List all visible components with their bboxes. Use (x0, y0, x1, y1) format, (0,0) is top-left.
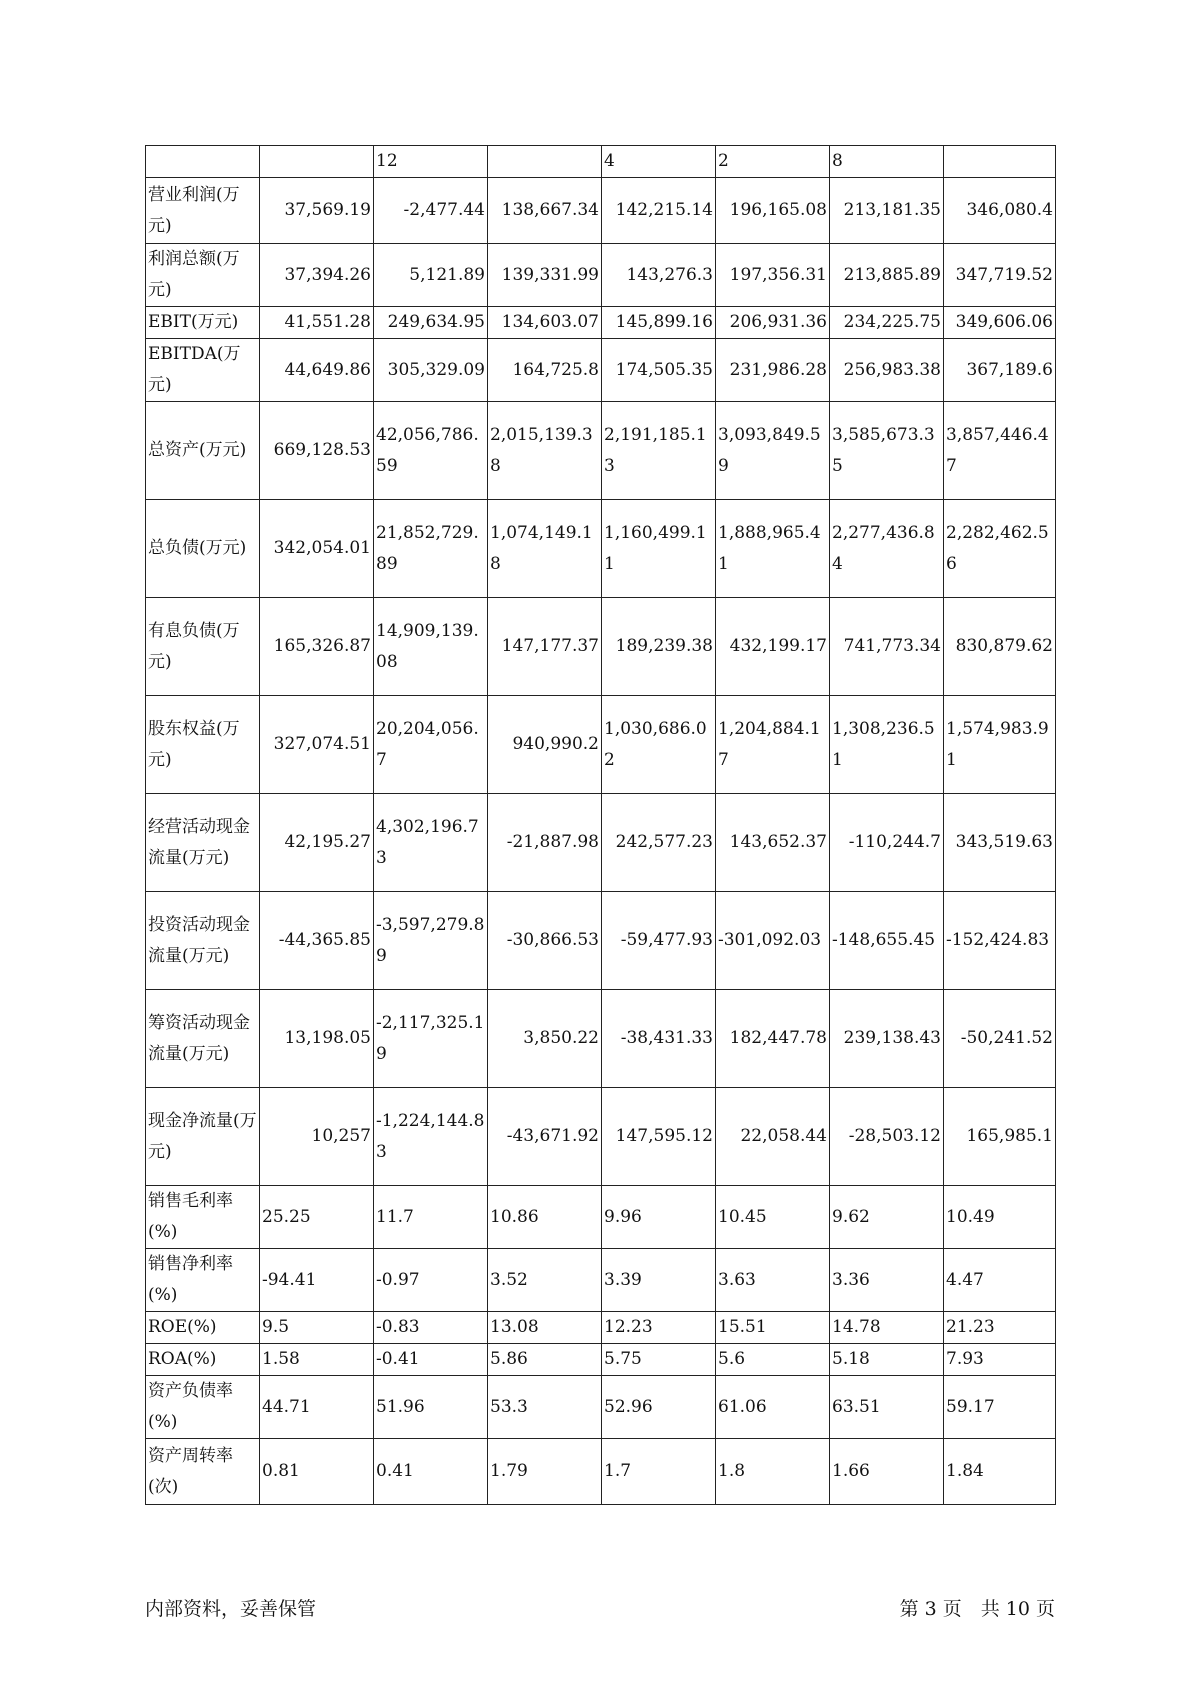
table-cell: 346,080.4 (944, 178, 1056, 244)
table-cell: 61.06 (716, 1376, 830, 1439)
table-cell: 5,121.89 (374, 244, 488, 307)
table-cell: -59,477.93 (602, 892, 716, 990)
table-cell: -50,241.52 (944, 990, 1056, 1088)
table-row (146, 1088, 1056, 1186)
table-cell: 10.49 (944, 1186, 1056, 1249)
table-cell: 21.23 (944, 1312, 1056, 1344)
table-row (146, 178, 1056, 244)
table-cell: 21,852,729.89 (374, 500, 488, 598)
table-cell: 327,074.51 (260, 696, 374, 794)
table-cell: 11.7 (374, 1186, 488, 1249)
row-label: 总资产(万元) (146, 402, 260, 500)
table-cell: 2,282,462.56 (944, 500, 1056, 598)
table-row (146, 339, 1056, 402)
table-cell: 1,574,983.91 (944, 696, 1056, 794)
row-label: 销售净利率(%) (146, 1249, 260, 1312)
table-cell: 3,585,673.35 (830, 402, 944, 500)
table-cell: 10.86 (488, 1186, 602, 1249)
row-label: 利润总额(万元) (146, 244, 260, 307)
table-row (146, 598, 1056, 696)
table-cell: 3.52 (488, 1249, 602, 1312)
table-cell: 349,606.06 (944, 307, 1056, 339)
table-cell: 343,519.63 (944, 794, 1056, 892)
table-cell: 22,058.44 (716, 1088, 830, 1186)
table-cell: 9.5 (260, 1312, 374, 1344)
table-cell: 145,899.16 (602, 307, 716, 339)
table-cell: 197,356.31 (716, 244, 830, 307)
table-cell: 206,931.36 (716, 307, 830, 339)
table-cell: 5.6 (716, 1344, 830, 1376)
table-cell: 213,885.89 (830, 244, 944, 307)
table-cell: 20,204,056.7 (374, 696, 488, 794)
row-label (146, 146, 260, 178)
table-cell: 25.25 (260, 1186, 374, 1249)
table-cell: 143,276.3 (602, 244, 716, 307)
table-row (146, 307, 1056, 339)
table-cell: 4.47 (944, 1249, 1056, 1312)
table-cell: 239,138.43 (830, 990, 944, 1088)
table-cell: 3,850.22 (488, 990, 602, 1088)
table-cell: 8 (830, 146, 944, 178)
table-cell: 13.08 (488, 1312, 602, 1344)
table-cell: 669,128.53 (260, 402, 374, 500)
row-label: 投资活动现金流量(万元) (146, 892, 260, 990)
table-cell: 249,634.95 (374, 307, 488, 339)
footer-page-number: 第 3 页 共 10 页 (899, 1598, 1055, 1620)
table-cell: 14,909,139.08 (374, 598, 488, 696)
table-row (146, 990, 1056, 1088)
table-cell: 41,551.28 (260, 307, 374, 339)
row-label: ROA(%) (146, 1344, 260, 1376)
table-cell (260, 146, 374, 178)
table-cell: 1,888,965.41 (716, 500, 830, 598)
table-body (146, 146, 1056, 1505)
table-cell: 37,569.19 (260, 178, 374, 244)
table-cell: 3.63 (716, 1249, 830, 1312)
table-cell: 234,225.75 (830, 307, 944, 339)
table-cell (944, 146, 1056, 178)
table-cell: 7.93 (944, 1344, 1056, 1376)
table-cell: 147,177.37 (488, 598, 602, 696)
table-cell: 1,308,236.51 (830, 696, 944, 794)
table-cell: 189,239.38 (602, 598, 716, 696)
table-cell: -94.41 (260, 1249, 374, 1312)
row-label: ROE(%) (146, 1312, 260, 1344)
table-cell: -0.41 (374, 1344, 488, 1376)
row-label: 经营活动现金流量(万元) (146, 794, 260, 892)
table-cell: 2,191,185.13 (602, 402, 716, 500)
table-cell: 2 (716, 146, 830, 178)
table-cell: 1.84 (944, 1439, 1056, 1505)
table-cell: -21,887.98 (488, 794, 602, 892)
table-cell: 3.36 (830, 1249, 944, 1312)
footer-confidential-note: 内部资料，妥善保管 (145, 1598, 317, 1620)
table-cell: 3.39 (602, 1249, 716, 1312)
table-cell: 0.81 (260, 1439, 374, 1505)
table-cell: -0.97 (374, 1249, 488, 1312)
table-cell: -152,424.83 (944, 892, 1056, 990)
table-row (146, 500, 1056, 598)
table-cell: 143,652.37 (716, 794, 830, 892)
table-row (146, 1344, 1056, 1376)
table-cell: 9.96 (602, 1186, 716, 1249)
table-cell: 59.17 (944, 1376, 1056, 1439)
table-row (146, 402, 1056, 500)
table-cell: 10.45 (716, 1186, 830, 1249)
table-row (146, 1186, 1056, 1249)
table-cell: 1,204,884.17 (716, 696, 830, 794)
table-cell: 305,329.09 (374, 339, 488, 402)
table-row (146, 1376, 1056, 1439)
table-cell: 741,773.34 (830, 598, 944, 696)
row-label: EBITDA(万元) (146, 339, 260, 402)
table-cell: 1.66 (830, 1439, 944, 1505)
row-label: 资产负债率(%) (146, 1376, 260, 1439)
table-cell: 12 (374, 146, 488, 178)
table-row (146, 794, 1056, 892)
table-cell: 256,983.38 (830, 339, 944, 402)
table-cell: -148,655.45 (830, 892, 944, 990)
table-cell: 15.51 (716, 1312, 830, 1344)
row-label: 筹资活动现金流量(万元) (146, 990, 260, 1088)
table-row (146, 244, 1056, 307)
table-cell: 242,577.23 (602, 794, 716, 892)
row-label: 营业利润(万元) (146, 178, 260, 244)
table-cell: 63.51 (830, 1376, 944, 1439)
table-cell: 347,719.52 (944, 244, 1056, 307)
table-cell: 5.75 (602, 1344, 716, 1376)
row-label: 资产周转率(次) (146, 1439, 260, 1505)
table-cell: -0.83 (374, 1312, 488, 1344)
table-cell: 1,160,499.11 (602, 500, 716, 598)
table-cell: -2,477.44 (374, 178, 488, 244)
table-cell: -2,117,325.19 (374, 990, 488, 1088)
table-cell: 147,595.12 (602, 1088, 716, 1186)
table-cell: 37,394.26 (260, 244, 374, 307)
table-cell: -110,244.7 (830, 794, 944, 892)
table-cell: 165,326.87 (260, 598, 374, 696)
table-cell: -30,866.53 (488, 892, 602, 990)
table-row (146, 146, 1056, 178)
row-label: EBIT(万元) (146, 307, 260, 339)
table-cell: 9.62 (830, 1186, 944, 1249)
table-cell: -38,431.33 (602, 990, 716, 1088)
table-row (146, 892, 1056, 990)
table-cell: 367,189.6 (944, 339, 1056, 402)
table-cell: 13,198.05 (260, 990, 374, 1088)
table-cell (488, 146, 602, 178)
table-cell: 940,990.2 (488, 696, 602, 794)
table-cell: 342,054.01 (260, 500, 374, 598)
table-row (146, 696, 1056, 794)
table-cell: 164,725.8 (488, 339, 602, 402)
table-cell: -43,671.92 (488, 1088, 602, 1186)
table-cell: -3,597,279.89 (374, 892, 488, 990)
table-cell: 5.86 (488, 1344, 602, 1376)
table-cell: 52.96 (602, 1376, 716, 1439)
row-label: 有息负债(万元) (146, 598, 260, 696)
table-cell: 1.79 (488, 1439, 602, 1505)
table-cell: 1.7 (602, 1439, 716, 1505)
table-cell: 134,603.07 (488, 307, 602, 339)
table-cell: 44,649.86 (260, 339, 374, 402)
table-cell: 4,302,196.73 (374, 794, 488, 892)
table-cell: -44,365.85 (260, 892, 374, 990)
table-cell: 2,015,139.38 (488, 402, 602, 500)
table-row (146, 1439, 1056, 1505)
table-row (146, 1312, 1056, 1344)
table-cell: -1,224,144.83 (374, 1088, 488, 1186)
table-cell: 174,505.35 (602, 339, 716, 402)
table-cell: 14.78 (830, 1312, 944, 1344)
table-cell: 10,257 (260, 1088, 374, 1186)
table-cell: -301,092.03 (716, 892, 830, 990)
row-label: 现金净流量(万元) (146, 1088, 260, 1186)
table-cell: 142,215.14 (602, 178, 716, 244)
table-cell: 3,093,849.59 (716, 402, 830, 500)
table-cell: 139,331.99 (488, 244, 602, 307)
table-cell: 182,447.78 (716, 990, 830, 1088)
table-cell: 53.3 (488, 1376, 602, 1439)
table-cell: 432,199.17 (716, 598, 830, 696)
table-cell: 1,074,149.18 (488, 500, 602, 598)
table-cell: 0.41 (374, 1439, 488, 1505)
table-cell: 1.8 (716, 1439, 830, 1505)
table-cell: 196,165.08 (716, 178, 830, 244)
table-cell: 1,030,686.02 (602, 696, 716, 794)
financial-table (145, 145, 1056, 1505)
table-cell: 3,857,446.47 (944, 402, 1056, 500)
table-cell: -28,503.12 (830, 1088, 944, 1186)
table-cell: 44.71 (260, 1376, 374, 1439)
table-cell: 830,879.62 (944, 598, 1056, 696)
table-cell: 138,667.34 (488, 178, 602, 244)
row-label: 总负债(万元) (146, 500, 260, 598)
table-cell: 1.58 (260, 1344, 374, 1376)
table-cell: 2,277,436.84 (830, 500, 944, 598)
table-cell: 5.18 (830, 1344, 944, 1376)
table-cell: 42,056,786.59 (374, 402, 488, 500)
table-cell: 51.96 (374, 1376, 488, 1439)
row-label: 股东权益(万元) (146, 696, 260, 794)
table-cell: 12.23 (602, 1312, 716, 1344)
table-cell: 42,195.27 (260, 794, 374, 892)
table-cell: 4 (602, 146, 716, 178)
table-cell: 231,986.28 (716, 339, 830, 402)
table-cell: 213,181.35 (830, 178, 944, 244)
table-row (146, 1249, 1056, 1312)
row-label: 销售毛利率(%) (146, 1186, 260, 1249)
table-cell: 165,985.1 (944, 1088, 1056, 1186)
